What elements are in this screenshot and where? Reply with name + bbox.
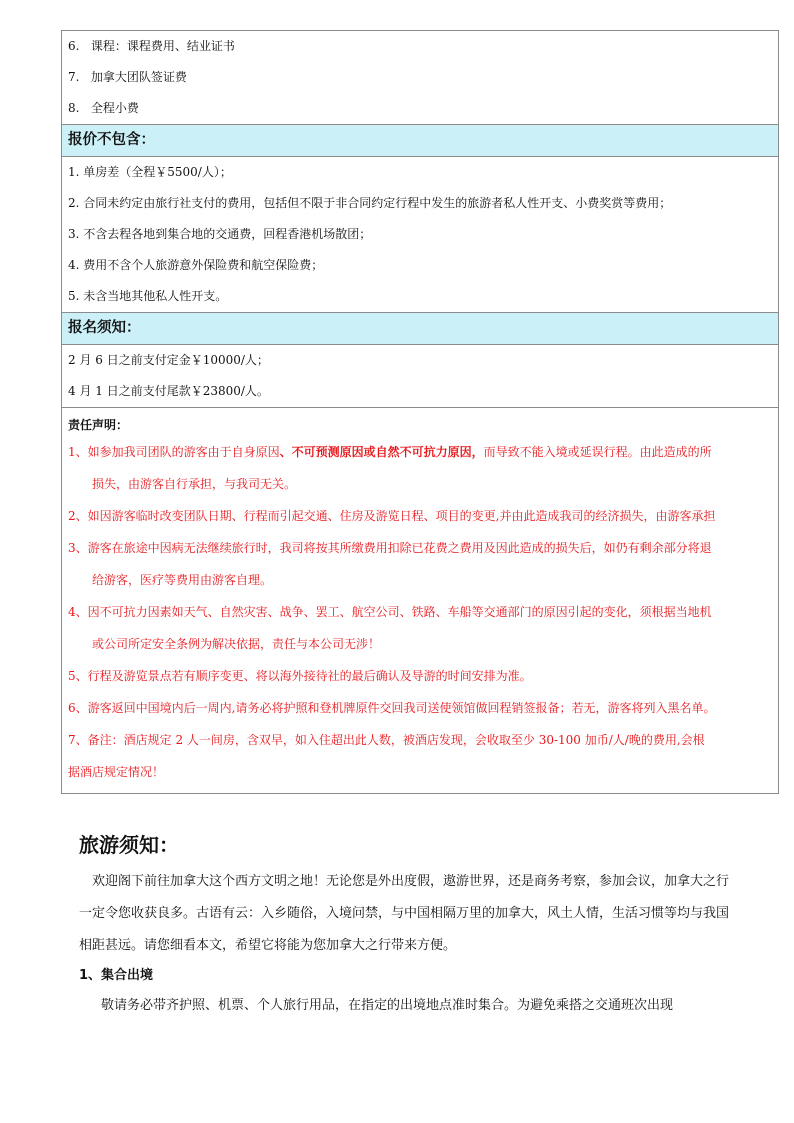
excluded-item: 5. 未含当地其他私人性开支。: [62, 281, 778, 313]
section-assembly-title: 1、集合出境: [79, 968, 154, 983]
disclaimer-item-7-cont: 据酒店规定情况！: [68, 765, 165, 779]
disclaimer-item-1-cont: 损失，由游客自行承担，与我司无关。: [92, 477, 297, 491]
included-item: 6. 课程：课程费用、结业证书: [68, 39, 235, 53]
included-item: 7. 加拿大团队签证费: [68, 70, 187, 84]
disclaimer-item-6: 6、游客返回中国境内后一周内,请务必将护照和登机牌原件交回我司送使领馆做回程销签报备；若无，游客将列入黑名单。: [68, 701, 716, 715]
disclaimer-emphasis: 、不可预测原因或自然不可抗力原因，: [279, 445, 484, 459]
excluded-item: 1. 单房差（全程￥5500/人）；: [68, 165, 232, 179]
disclaimer-item-7: 7、备注：酒店规定 2 人一间房，含双早，如入住超出此人数，被酒店发现，会收取至少 30-100 加币/人/晚的费用,会根: [68, 733, 705, 747]
excluded-item: 2. 合同未约定由旅行社支付的费用，包括但不限于非合同约定行程中发生的旅游者私人性开支、小费奖赏等费用；: [68, 196, 672, 210]
section-assembly-text: 敬请务必带齐护照、机票、个人旅行用品，在指定的出境地点准时集合。为避免乘搭之交通班次出现: [101, 998, 674, 1013]
disclaimer-text: 1、如参加我司团队的游客由于自身原因: [68, 445, 280, 459]
registration-header: 报名须知：: [62, 313, 778, 345]
excluded-item: 4. 费用不含个人旅游意外保险费和航空保险费；: [68, 258, 324, 272]
excluded-header: 报价不包含：: [62, 125, 778, 157]
disclaimer-text: 而导致不能入境或延误行程。由此造成的所: [483, 445, 712, 459]
disclaimer-title: 责任声明：: [68, 418, 129, 432]
disclaimer-section: [62, 408, 778, 794]
disclaimer-item-4: 4、因不可抗力因素如天气、自然灾害、战争、罢工、航空公司、铁路、车船等交通部门的原因引起的变化，须根据当地机: [68, 605, 712, 619]
disclaimer-item-5: 5、行程及游览景点若有顺序变更、将以海外接待社的最后确认及导游的时间安排为准。: [68, 669, 532, 683]
excluded-item: 3. 不含去程各地到集合地的交通费，回程香港机场散团；: [68, 227, 372, 241]
disclaimer-item-1: [68, 436, 778, 468]
disclaimer-item-3-cont: 给游客，医疗等费用由游客自理。: [92, 573, 273, 587]
itinerary-table: [61, 30, 779, 794]
disclaimer-item-4-cont: 或公司所定安全条例为解决依据，责任与本公司无涉！: [92, 637, 381, 651]
travel-notice-title: 旅游须知：: [79, 833, 179, 857]
disclaimer-item-3: 3、游客在旅途中因病无法继续旅行时，我司将按其所缴费用扣除已花费之费用及因此造成的损失后，如仍有剩余部分将退: [68, 541, 712, 555]
disclaimer-item-2: 2、如因游客临时改变团队日期、行程而引起交通、住房及游览日程、项目的变更,并由此造成我司的经济损失，由游客承担: [68, 509, 716, 523]
travel-notice: [79, 828, 729, 1022]
included-item: 8. 全程小费: [62, 93, 778, 125]
travel-notice-intro: 欢迎阁下前往加拿大这个西方文明之地！无论您是外出度假，遨游世界，还是商务考察，参加会议，加拿大之行一定令您收获良多。古语有云：入乡随俗，入境问禁，与中国相隔万里的加拿大，风土人情，生活习惯等均与我国相距甚远。请您细看本文，希望它将能为您加拿大之行带来方便。: [79, 874, 730, 953]
registration-item: 2 月 6 日之前支付定金￥10000/人；: [68, 353, 269, 367]
registration-item: 4 月 1 日之前支付尾款￥23800/人。: [62, 376, 778, 408]
